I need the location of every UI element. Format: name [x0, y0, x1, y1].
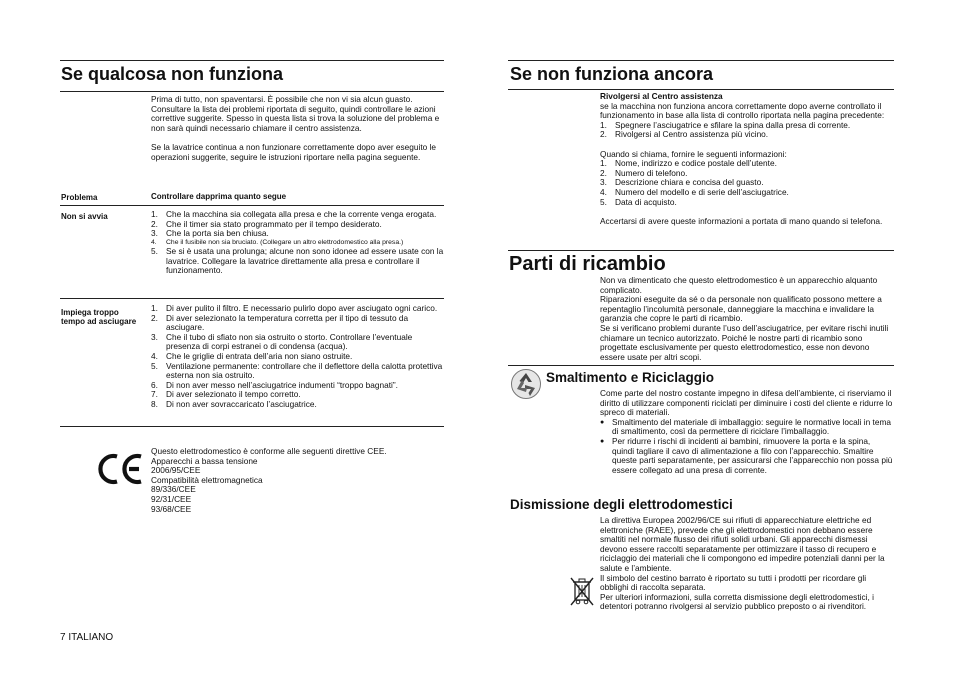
call-info-item [600, 198, 894, 208]
table-header-check: Controllare dapprima quanto segue [151, 192, 287, 201]
item-text: Che la porta sia ben chiusa. [166, 228, 269, 239]
disposal-paragraph: Il simbolo del cestino barrato è riportato su tutti i prodotti per ricordare gli obblighi di raccolta separata. [600, 572, 867, 593]
checklist [151, 304, 444, 410]
section-rule [508, 365, 894, 366]
parts-title: Parti di ricambio [509, 253, 666, 275]
item-number: 3. [151, 331, 158, 342]
item-number: 2. [600, 129, 607, 140]
item-number: 4. [151, 350, 158, 361]
item-number: 3. [600, 177, 607, 188]
checklist [151, 210, 444, 276]
item-number: 5. [151, 245, 158, 256]
recycle-intro: Come parte del nostro costante impegno in difesa dell’ambiente, ci riserviamo il diritto di utilizzare componenti riciclati per diminuire i costi del cliente e ridurre lo spreco di materiali. [600, 388, 893, 418]
ce-line: 89/336/CEE [151, 484, 196, 495]
item-text: Che le griglie di entrata dell’aria non siano ostruite. [166, 350, 353, 361]
problem-label: Impiega troppo tempo ad asciugare [61, 308, 137, 326]
disposal-paragraph: Per ulteriori informazioni, sulla corretta dismissione degli elettrodomestici, i detentori potranno rivolgersi al servizio pubblico preposto o ai rivenditori. [600, 591, 874, 612]
ce-line: 92/31/CEE [151, 493, 192, 504]
assistance-step [600, 130, 894, 140]
problem-label: Non si avvia [61, 212, 108, 221]
item-number: 5. [600, 196, 607, 207]
checklist-item [151, 314, 444, 333]
ce-line: Apparecchi a bassa tensione [151, 455, 258, 466]
assistance-section [600, 92, 894, 226]
item-text: Nome, indirizzo e codice postale dell’utente. [615, 158, 777, 169]
title-rule-top [60, 60, 444, 61]
item-text: Che la macchina sia collegata alla presa e che la corrente venga erogata. [166, 209, 437, 219]
item-number: 5. [151, 360, 158, 371]
disposal-title: Dismissione degli elettrodomestici [510, 497, 733, 512]
item-text: Descrizione chiara e concisa del guasto. [615, 177, 764, 188]
section-rule [508, 250, 894, 251]
checklist-item [151, 333, 444, 352]
item-number: 3. [151, 228, 158, 239]
assistance-title: Rivolgersi al Centro assistenza [600, 91, 723, 101]
disposal-text [600, 516, 894, 612]
item-text: Di aver pulito il filtro. E necessario pulirlo dopo aver asciugato ogni carico. [166, 303, 438, 313]
ce-line: 2006/95/CEE [151, 465, 201, 476]
item-number: 8. [151, 398, 158, 409]
assistance-intro: se la macchina non funziona ancora correttamente dopo averne controllato il funzionamento in base alla lista di controllo riportata nella pagina precedente: [600, 100, 885, 121]
ce-declaration [151, 447, 443, 514]
item-text: Di aver selezionato il tempo corretto. [166, 389, 301, 400]
disposal-paragraph: La direttiva Europea 2002/96/CE sui rifiuti di apparecchiature elettriche ed elettroniche (RAEE), prevede che gli elettrodomestici non debbano essere smaltiti nel normale flusso dei rifiuti solidi urbani. Gli apparecchi dismessi devono essere raccolti separatamente per ottimizzare il tasso di recupero e riciclaggio dei materiali che li compongono ed impedire potenziali danni per la salute e l’ambiente. [600, 515, 885, 573]
recycle-title: Smaltimento e Riciclaggio [546, 370, 715, 385]
item-text: Che il fusibile non sia bruciato. (Collegare un altro elettrodomestico alla presa.) [166, 238, 404, 246]
item-text: Ventilazione permanente: controllare che il deflettore della calotta protettiva esterna non sia ostruito. [166, 360, 443, 381]
table-header-problem: Problema [61, 193, 98, 202]
item-text: Di aver selezionato la temperatura corretta per il tipo di tessuto da asciugare. [166, 312, 409, 333]
item-number: 1. [600, 158, 607, 169]
ce-mark-icon [95, 451, 145, 487]
item-text: Numero del modello e di serie dell’asciugatrice. [615, 186, 789, 197]
checklist-item [151, 229, 444, 239]
page-title-right: Se non funziona ancora [510, 64, 714, 84]
ce-line: Questo elettrodomestico è conforme alle seguenti direttive CEE. [151, 446, 387, 456]
intro-text [151, 95, 443, 162]
item-number: 2. [600, 167, 607, 178]
item-text: Che il tubo di sfiato non sia ostruito o storto. Controllare l’eventuale presenza di corpi estranei o di condensa (acqua). [166, 331, 413, 352]
item-text: Di non aver messo nell’asciugatrice indumenti “troppo bagnati”. [166, 379, 398, 390]
page-footer: 7 ITALIANO [60, 632, 114, 643]
table-bottom-rule [60, 426, 444, 427]
title-rule-bottom [60, 91, 444, 92]
recycle-section [600, 389, 894, 475]
crossed-bin-icon [568, 574, 596, 608]
title-rule-bottom [508, 89, 894, 90]
parts-text: Non va dimenticato che questo elettrodomestico è un apparecchio alquanto complicato. Riparazioni eseguite da sé o da personale non qualificato possono mettere a repentaglio l’incolumità personale, danneggiare la macchina e invalidare la garanzia che copre le parti di ricambio. Se si verificano problemi durante l’uso dell’asciugatrice, per evitare rischi inutili chiamare un tecnico autorizzato. Poiché le nostre parti di ricambio sono progettate esclusivamente per questo elettrodomestico, esse non devono essere usate per altri scopi. [600, 275, 889, 362]
recycle-icon [510, 368, 542, 400]
table-rule [60, 205, 444, 206]
item-text: Che il timer sia stato programmato per il tempo desiderato. [166, 218, 382, 229]
page-title-left: Se qualcosa non funziona [61, 64, 284, 84]
intro-paragraph: Se la lavatrice continua a non funzionare correttamente dopo aver eseguito le operazioni suggerite, seguire le istruzioni riportare nella pagina seguente. [151, 141, 437, 162]
item-text: Data di acquisto. [615, 196, 677, 207]
item-text: Rivolgersi al Centro assistenza più vicino. [615, 129, 769, 140]
call-note: Accertarsi di avere queste informazioni a portata di mano quando si telefona. [600, 215, 883, 226]
title-rule-top [508, 60, 894, 61]
recycle-bullet: ● Per ridurre i rischi di incidenti ai bambini, rimuovere la porta e la spina, quindi tagliare il cavo di alimentazione a filo con l’apparecchio. Smaltire queste parti separatamente, per assicurarsi che l’apparecchio non possa più essere collegato ad una presa di corrente. [600, 437, 894, 475]
item-number: 4. [151, 238, 157, 246]
item-number: 7. [151, 389, 158, 400]
item-text: Spegnere l’asciugatrice e sfilare la spina dalla presa di corrente. [615, 119, 851, 130]
item-number: 2. [151, 312, 158, 323]
checklist-item [151, 400, 444, 410]
call-intro: Quando si chiama, fornire le seguenti informazioni: [600, 148, 787, 159]
item-text: Se si è usata una prolunga; alcune non sono idonee ad essere usate con la lavatrice. Collegare la lavatrice direttamente alla presa e controllare il funzionamento. [166, 245, 444, 276]
intro-paragraph: Prima di tutto, non spaventarsi. È possibile che non vi sia alcun guasto. Consultare la lista dei problemi riportata di seguito, quindi controllare le azioni correttive suggerite. Spesso in questa lista si trova la soluzione del problema e non sarà quindi necessario chiamare il centro assistenza. [151, 94, 440, 133]
item-text: Numero di telefono. [615, 167, 688, 178]
recycle-bullet: ● Smaltimento del materiale di imballaggio: seguire le normative locali in tema di smaltimento, così da permettere di riciclare l’imballaggio. [600, 418, 894, 437]
item-number: 2. [151, 218, 158, 229]
item-number: 4. [600, 186, 607, 197]
item-number: 1. [151, 303, 158, 313]
item-number: 1. [151, 209, 158, 219]
ce-line: Compatibilità elettromagnetica [151, 474, 263, 485]
checklist-item [151, 362, 444, 381]
ce-line: 93/68/CEE [151, 503, 192, 514]
item-text: Di non aver sovraccaricato l’asciugatrice. [166, 398, 317, 409]
row-rule [60, 298, 444, 299]
item-number: 1. [600, 119, 607, 130]
item-number: 6. [151, 379, 158, 390]
checklist-item [151, 247, 444, 276]
